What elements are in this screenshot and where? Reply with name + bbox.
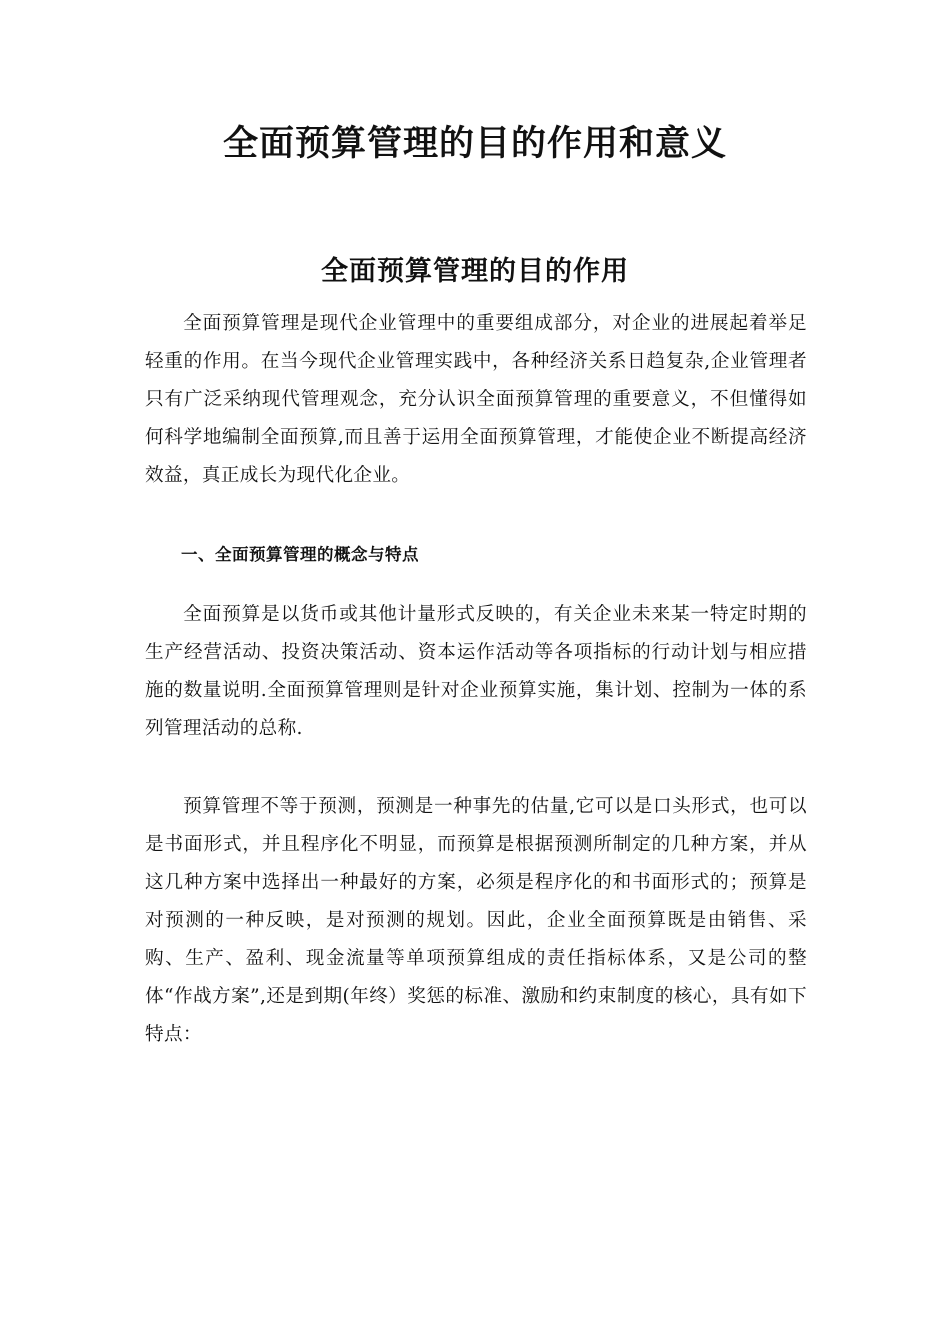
paragraph-text: 全面预算管理是现代企业管理中的重要组成部分，对企业的进展起着举足轻重的作用。在当今现代企业管理实践中，各种经济关系日趋复杂,企业管理者只有广泛采纳现代管理观念，充分认识全面预算管理的重要意义，不但懂得如何科学地编制全面预算,而且善于运用全面预算管理，才能使企业不断提高经济效益，真正成长为现代化企业。 (145, 313, 807, 486)
paragraph-text: 全面预算是以货币或其他计量形式反映的，有关企业未来某一特定时期的生产经营活动、投资决策活动、资本运作活动等各项指标的行动计划与相应措施的数量说明.全面预算管理则是针对企业预算实施，集计划、控制为一体的系列管理活动的总称. (145, 604, 807, 739)
document-title: 全面预算管理的目的作用和意义 (222, 123, 727, 164)
paragraph-text: 预算管理不等于预测，预测是一种事先的估量,它可以是口头形式，也可以是书面形式，并且程序化不明显，而预算是根据预测所制定的几种方案，并从这几种方案中选择出一种最好的方案，必须是程序化的和书面形式的；预算是对预测的一种反映，是对预测的规划。因此，企业全面预算既是由销售、采购、生产、盈利、现金流量等单项预算组成的责任指标体系，又是公司的整体“作战方案”,还是到期(年终）奖惩的标准、激励和约束制度的核心，具有如下特点： (145, 796, 807, 1045)
section-title: 全面预算管理的目的作用 (321, 256, 629, 287)
paragraph-intro (145, 305, 807, 495)
paragraph-budget-vs-forecast (145, 788, 807, 1054)
heading-concept-features: 一、全面预算管理的概念与特点 (181, 545, 419, 564)
paragraph-definition (145, 596, 807, 748)
